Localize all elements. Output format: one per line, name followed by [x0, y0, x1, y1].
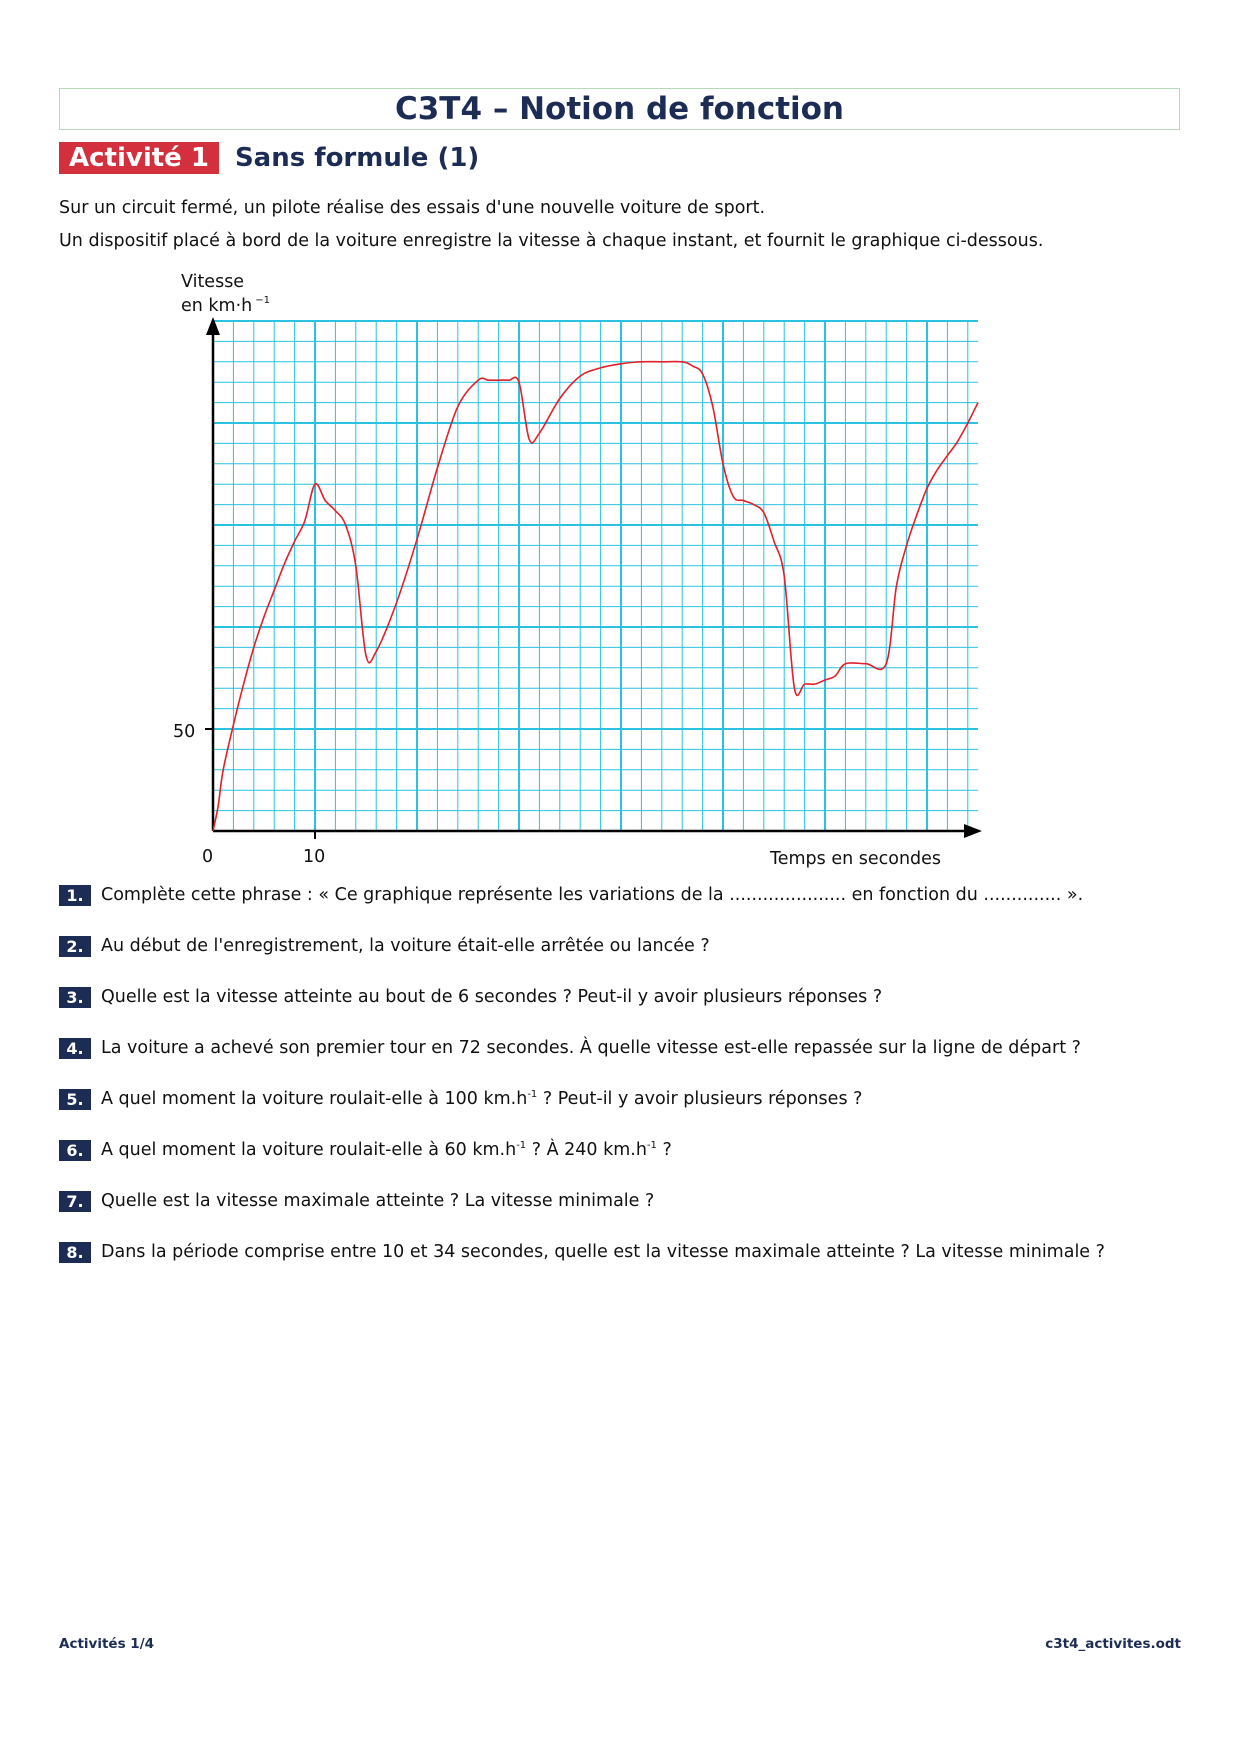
speed-curve-vitesse: [213, 361, 978, 831]
activity-badge: Activité 1: [59, 142, 219, 174]
question-8: [59, 1241, 1105, 1263]
question-number-badge: 4.: [59, 1038, 91, 1059]
question-number-badge: 2.: [59, 936, 91, 957]
y-axis-arrow: [206, 317, 220, 335]
x-tick-label-0: 0: [202, 847, 214, 867]
y-axis-label-unit: en km·h: [181, 296, 253, 316]
question-text: Dans la période comprise entre 10 et 34 secondes, quelle est la vitesse maximale atteinte ? La vitesse minimale ?: [101, 1242, 1105, 1262]
intro-paragraph-1: Sur un circuit fermé, un pilote réalise des essais d'une nouvelle voiture de sport.: [59, 198, 766, 218]
question-number-badge: 1.: [59, 885, 91, 906]
question-7: [59, 1190, 654, 1212]
question-number-badge: 3.: [59, 987, 91, 1008]
question-6: [59, 1139, 672, 1161]
question-number-badge: 5.: [59, 1089, 91, 1110]
activity-title: Sans formule (1): [234, 143, 480, 173]
unit-exponent: -1: [516, 1140, 527, 1151]
x-axis-label: Temps en secondes: [770, 849, 942, 869]
y-axis-label-exponent: −1: [255, 295, 271, 306]
question-number-badge: 7.: [59, 1191, 91, 1212]
page-title: C3T4 – Notion de fonction: [394, 91, 844, 127]
chart-curve-layer: [213, 361, 978, 831]
question-number-badge: 8.: [59, 1242, 91, 1263]
intro-paragraph-2: Un dispositif placé à bord de la voiture enregistre la vitesse à chaque instant, et fournit le graphique ci-dessous.: [59, 231, 1044, 251]
y-axis-label-line2: [181, 295, 270, 316]
x-tick-label-10: 10: [303, 847, 326, 867]
x-axis-arrow: [964, 824, 982, 838]
question-4: [59, 1037, 1081, 1059]
question-text: A quel moment la voiture roulait-elle à 60 $km.h^{-1}$ ? À 240 $km.h^{-1}$ ?: [101, 1140, 672, 1160]
question-text: Au début de l'enregistrement, la voiture était-elle arrêtée ou lancée ?: [101, 936, 710, 956]
question-text: Quelle est la vitesse atteinte au bout de 6 secondes ? Peut-il y avoir plusieurs réponses ?: [101, 987, 883, 1007]
question-text: Quelle est la vitesse maximale atteinte ? La vitesse minimale ?: [101, 1191, 655, 1211]
y-axis-label-line1: Vitesse: [181, 272, 245, 292]
question-text: Complète cette phrase : « Ce graphique représente les variations de la ..................... en fonction du .............. ».: [101, 885, 1084, 905]
question-1: [59, 884, 1083, 906]
question-3: [59, 986, 882, 1008]
y-tick-label-50: 50: [173, 722, 196, 742]
unit-exponent: -1: [646, 1140, 657, 1151]
question-text: A quel moment la voiture roulait-elle à 100 $km.h^{-1}$ ? Peut-il y avoir plusieurs réponses ?: [101, 1089, 863, 1109]
question-text: La voiture a achevé son premier tour en 72 secondes. À quelle vitesse est-elle repassée sur la ligne de départ ?: [101, 1038, 1081, 1058]
question-2: [59, 935, 710, 957]
unit-exponent: -1: [527, 1089, 538, 1100]
chart-grid: [213, 321, 978, 831]
question-5: [59, 1088, 862, 1110]
footer-filename: c3t4_activites.odt: [1045, 1636, 1181, 1652]
footer-page-label: Activités 1/4: [59, 1636, 155, 1652]
question-number-badge: 6.: [59, 1140, 91, 1161]
